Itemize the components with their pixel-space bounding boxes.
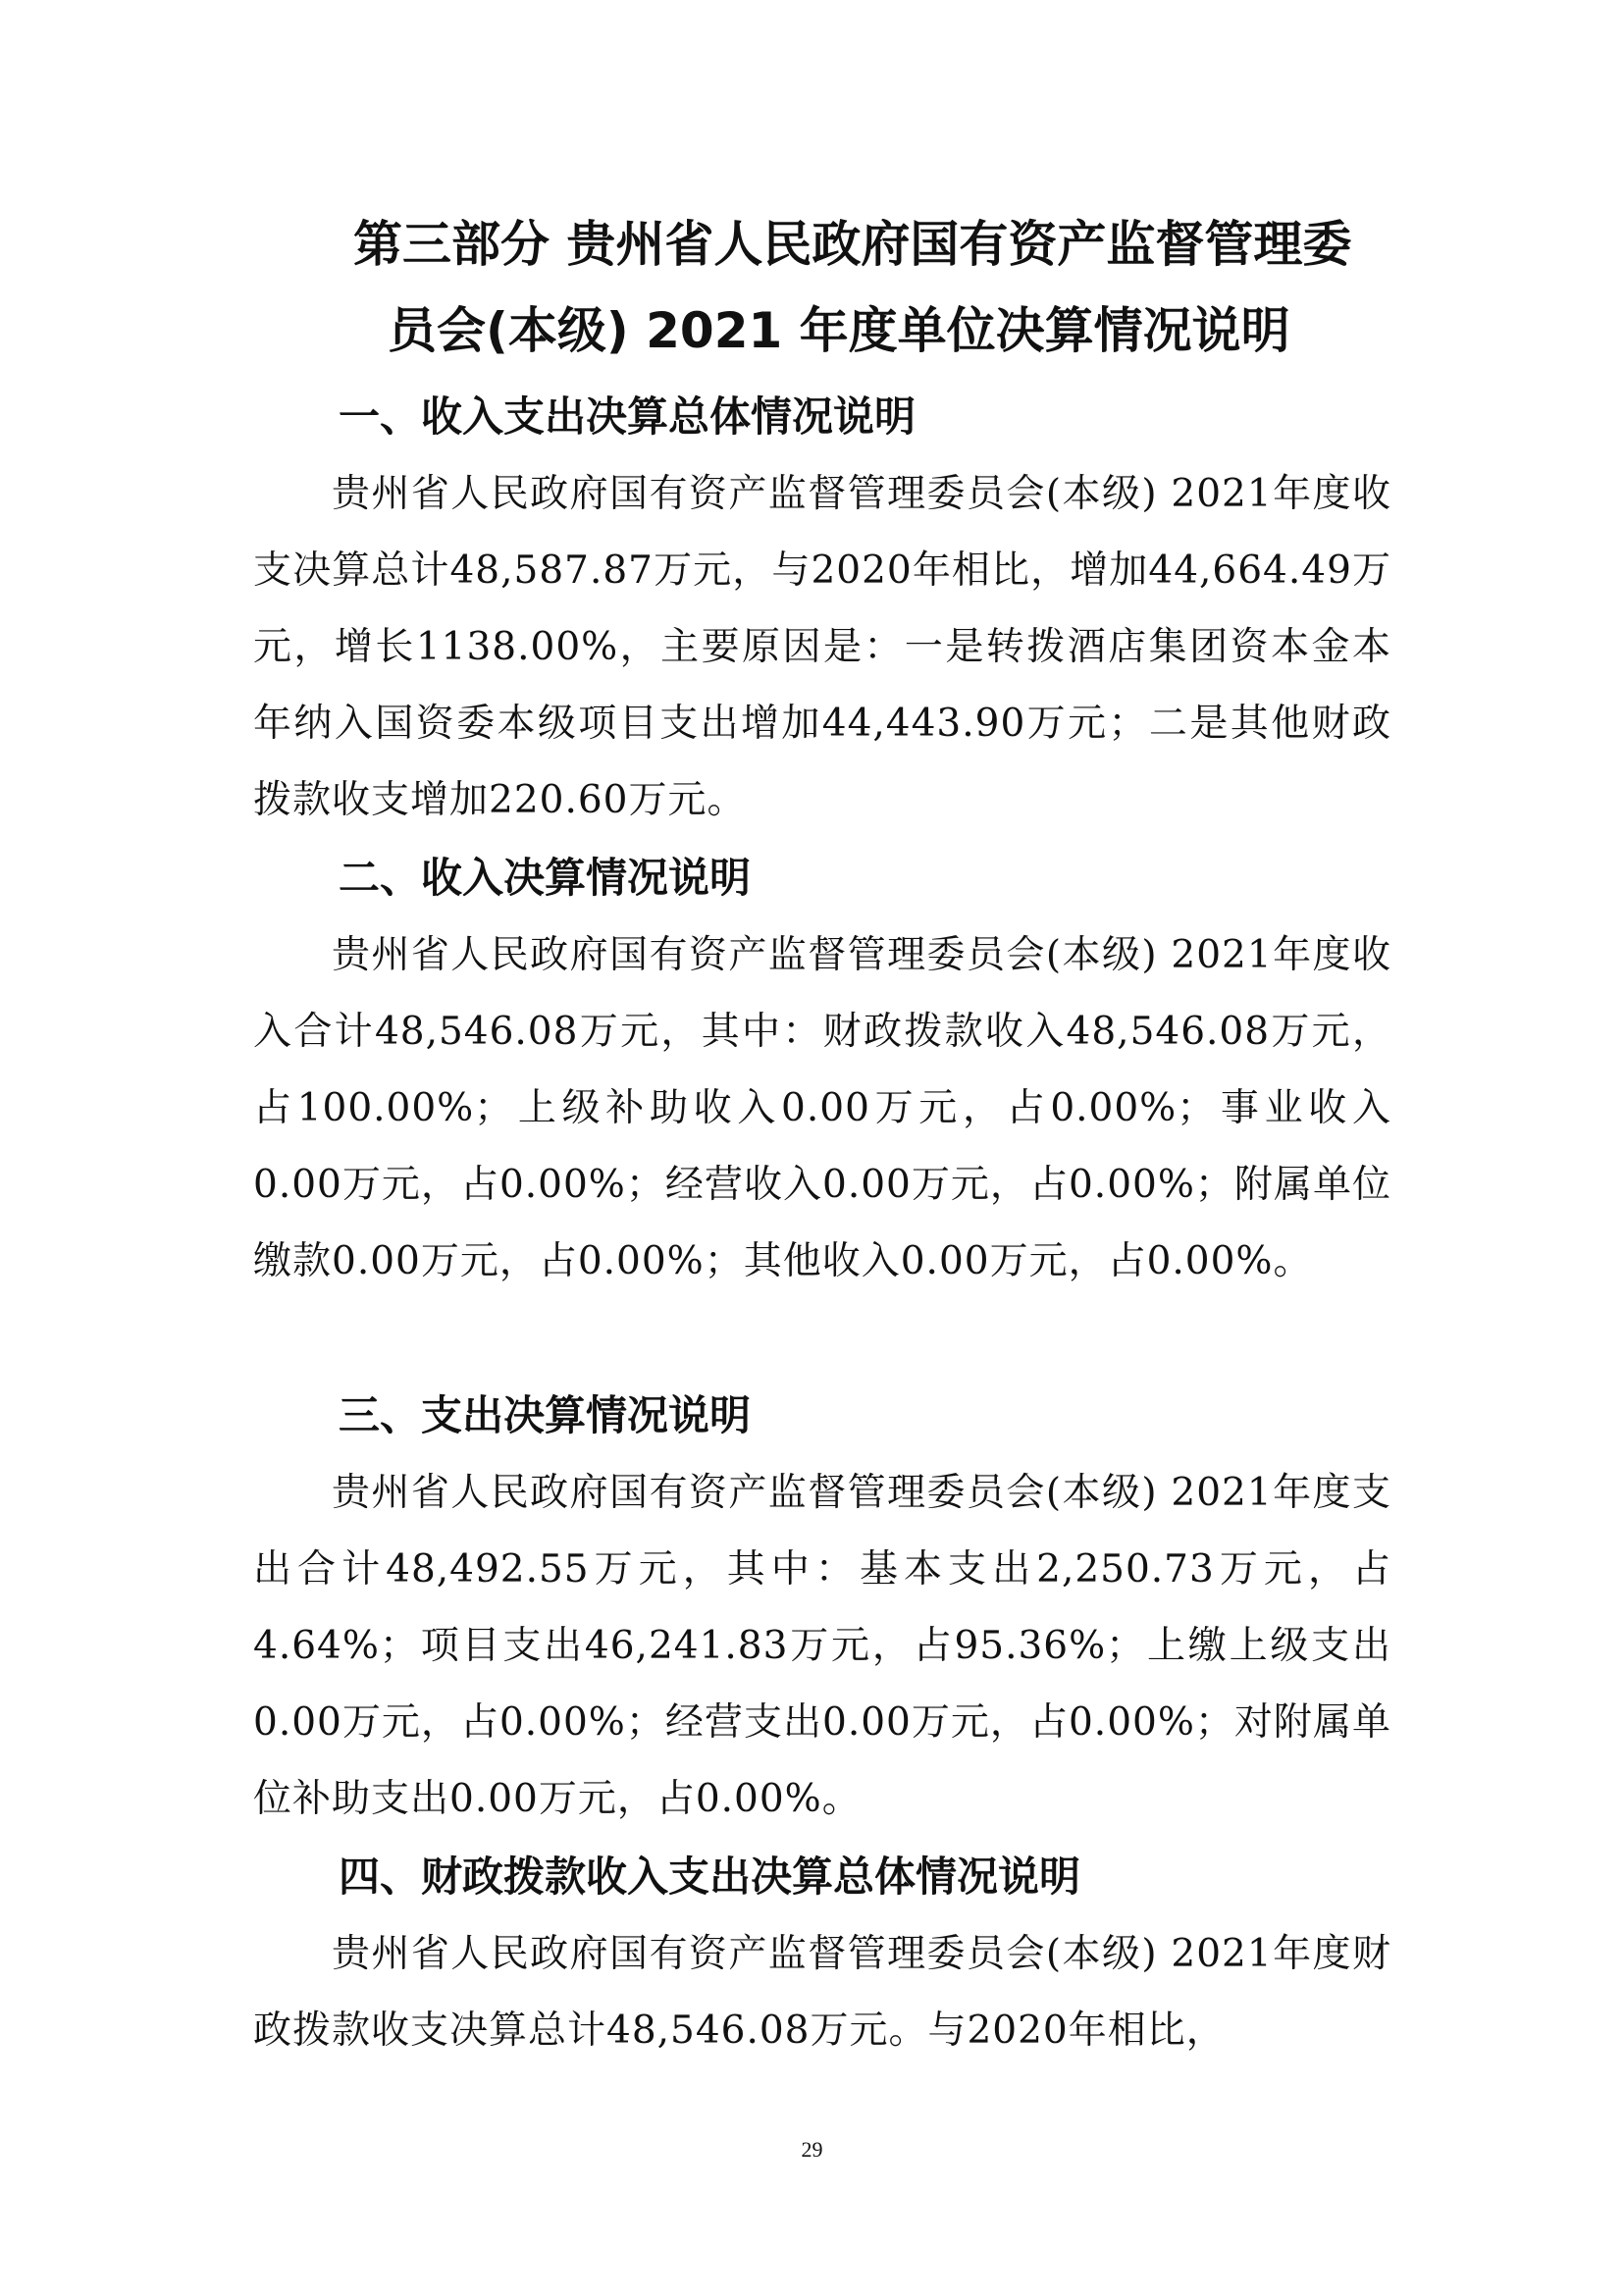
page-number: 29: [801, 2137, 823, 2162]
section-heading-2: 二、收入决算情况说明: [339, 854, 752, 902]
section-heading-3: 三、支出决算情况说明: [339, 1391, 752, 1439]
section-paragraph-1: 贵州省人民政府国有资产监督管理委员会(本级) 2021年度收支决算总计48,587.87万元，与2020年相比，增加44,664.49万元，增长1138.00%，主要原因是：一是转拨酒店集团资本金本年纳入国资委本级项目支出增加44,443.90万元；二是其他财政拨款收支增加220.60万元。: [253, 472, 1391, 822]
document-title-line-2: 员会(本级) 2021 年度单位决算情况说明: [388, 302, 1290, 359]
section-heading-4: 四、财政拨款收入支出决算总体情况说明: [339, 1852, 1081, 1901]
document-title-line-1: 第三部分 贵州省人民政府国有资产监督管理委: [353, 216, 1352, 273]
section-paragraph-4: 贵州省人民政府国有资产监督管理委员会(本级) 2021年度财政拨款收支决算总计48,546.08万元。与2020年相比，: [253, 1932, 1391, 2053]
section-heading-1: 一、收入支出决算总体情况说明: [339, 392, 917, 441]
section-paragraph-3: 贵州省人民政府国有资产监督管理委员会(本级) 2021年度支出合计48,492.55万元，其中：基本支出2,250.73万元，占4.64%；项目支出46,241.83万元，占95.36%；上缴上级支出0.00万元，占0.00%；经营支出0.00万元，占0.00%；对附属单位补助支出0.00万元，占0.00%。: [253, 1471, 1391, 1821]
section-paragraph-2: 贵州省人民政府国有资产监督管理委员会(本级) 2021年度收入合计48,546.08万元，其中：财政拨款收入48,546.08万元，占100.00%；上级补助收入0.00万元，占0.00%；事业收入0.00万元，占0.00%；经营收入0.00万元，占0.00%；附属单位缴款0.00万元，占0.00%；其他收入0.00万元，占0.00%。: [253, 933, 1391, 1283]
